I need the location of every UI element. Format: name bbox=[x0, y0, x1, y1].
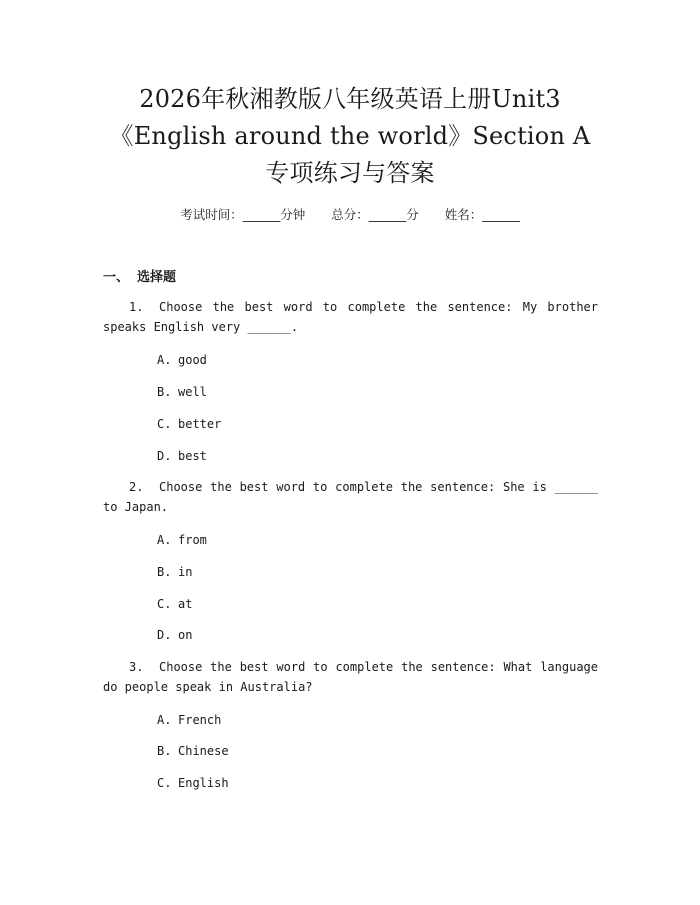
option-letter: B. bbox=[157, 744, 172, 758]
question-1-option-c bbox=[157, 416, 221, 432]
option-text: well bbox=[178, 385, 207, 399]
option-text: best bbox=[178, 449, 207, 463]
question-2-option-d bbox=[157, 627, 192, 643]
question-2 bbox=[103, 477, 598, 517]
question-2-option-b bbox=[157, 564, 192, 580]
section-title: 选择题 bbox=[137, 270, 177, 285]
option-letter: D. bbox=[157, 628, 172, 642]
document-title-line-3: 专项练习与答案 bbox=[265, 159, 435, 187]
exam-name-field: 姓名：______ bbox=[444, 207, 520, 222]
option-text: Chinese bbox=[178, 744, 229, 758]
question-3-option-a bbox=[157, 712, 221, 728]
option-letter: C. bbox=[157, 597, 172, 611]
option-text: from bbox=[178, 533, 207, 547]
option-text: good bbox=[178, 353, 207, 367]
question-3-option-c bbox=[157, 775, 229, 791]
option-letter: B. bbox=[157, 385, 172, 399]
option-letter: C. bbox=[157, 776, 172, 790]
exam-score-field: 总分：______分 bbox=[331, 207, 419, 222]
question-number: 2. bbox=[129, 480, 144, 494]
question-text: Choose the best word to complete the sentence: My brother speaks English very ______. bbox=[103, 300, 598, 334]
question-number: 3. bbox=[129, 660, 144, 674]
question-2-option-c bbox=[157, 596, 192, 612]
option-letter: C. bbox=[157, 417, 172, 431]
option-text: French bbox=[178, 713, 222, 727]
exam-time-field: 考试时间：______分钟 bbox=[180, 207, 306, 222]
question-1-option-b bbox=[157, 384, 207, 400]
question-text: Choose the best word to complete the sentence: What language do people speak in Australia? bbox=[103, 660, 598, 694]
section-heading bbox=[103, 266, 176, 285]
exam-info-line bbox=[0, 206, 700, 224]
option-letter: A. bbox=[157, 353, 172, 367]
question-1-option-a bbox=[157, 352, 207, 368]
option-letter: A. bbox=[157, 533, 172, 547]
option-text: in bbox=[178, 565, 193, 579]
question-2-option-a bbox=[157, 532, 207, 548]
option-letter: A. bbox=[157, 713, 172, 727]
question-text: Choose the best word to complete the sentence: She is ______ to Japan. bbox=[103, 480, 598, 514]
option-text: at bbox=[178, 597, 193, 611]
document-title-line-1: 2026年秋湘教版八年级英语上册Unit3 bbox=[139, 85, 561, 113]
question-number: 1. bbox=[129, 300, 144, 314]
question-1-option-d bbox=[157, 448, 207, 464]
option-letter: B. bbox=[157, 565, 172, 579]
question-3 bbox=[103, 657, 598, 697]
question-1 bbox=[103, 297, 598, 337]
option-text: on bbox=[178, 628, 193, 642]
option-letter: D. bbox=[157, 449, 172, 463]
option-text: English bbox=[178, 776, 229, 790]
question-3-option-b bbox=[157, 743, 229, 759]
section-number: 一、 bbox=[103, 270, 130, 285]
option-text: better bbox=[178, 417, 222, 431]
document-title-line-2: 《English around the world》Section A bbox=[109, 122, 591, 150]
